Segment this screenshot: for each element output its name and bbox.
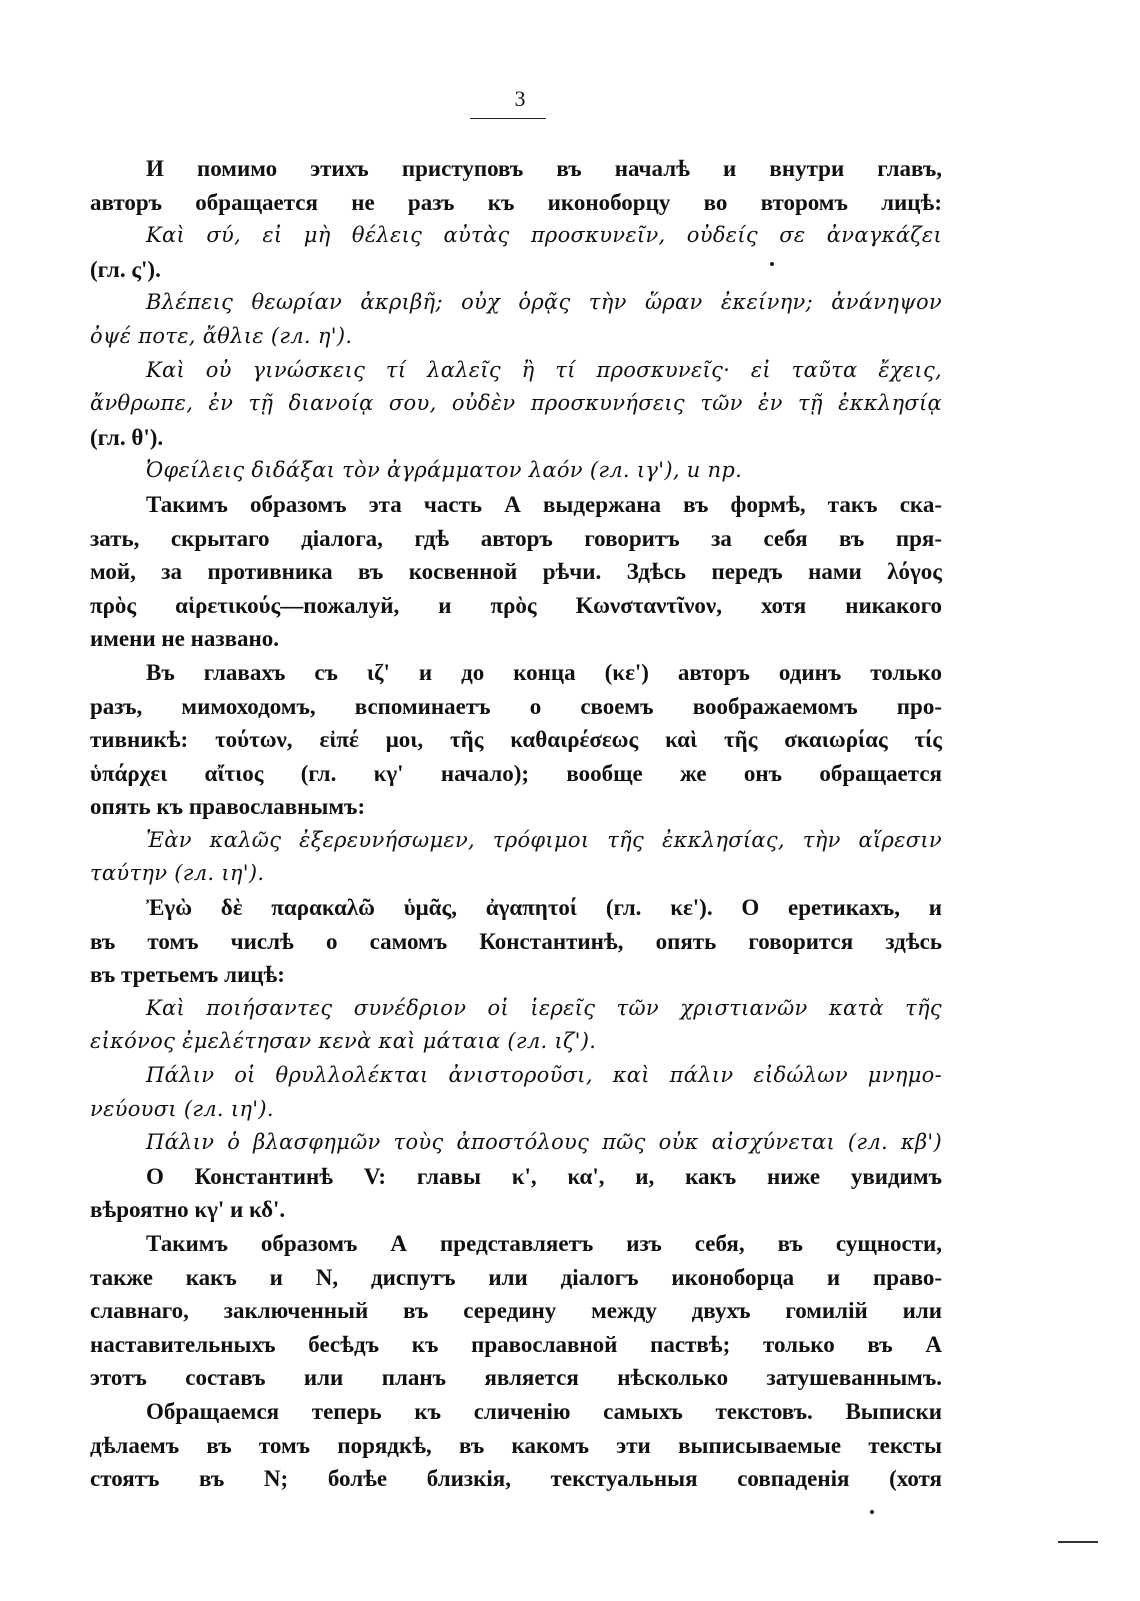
text-line-28: Πάλιν οἱ θρυλλολέκται ἀνιστοροῦσι, καὶ πάλιν εἰδώλων μνημο- [146, 1063, 942, 1088]
margin-dash [1058, 1541, 1098, 1543]
text-line-12: зать, скрытаго діалога, гдѣ авторъ говоритъ за себя въ пря- [90, 525, 942, 551]
text-line-10: Ὀφείλεις διδάξαι τὸν ἀγράμματον λαόν (гл. ιγ'), и пр. [146, 458, 743, 483]
text-line-22: ταύτην (гл. ιη'). [90, 861, 265, 886]
text-line-30: Πάλιν ὁ βλασφημῶν τοὺς ἀποστόλους πῶς οὐκ αἰσχύνεται (гл. κβ') [146, 1130, 942, 1155]
text-line-7: Καὶ οὐ γινώσκεις τί λαλεῖς ἢ τί προσκυνεῖς· εἰ ταῦτα ἔχεις, [146, 357, 942, 382]
text-line-36: наставительныхъ бесѣдъ къ православной паствѣ; только въ А [90, 1331, 942, 1357]
text-line-8: ἄνθρωπε, ἐν τῇ διανοίᾳ σου, οὐδὲν προσκυνήσεις τῶν ἐν τῇ ἐκκλησίᾳ [90, 391, 942, 416]
text-line-18: тивникѣ: τούτων, εἰπέ μοι, τῆς καθαιρέσεως καὶ τῆς σκαιωρίας τίς [90, 727, 942, 753]
text-line-3: Καὶ σύ, εἰ μὴ θέλεις αὐτὰς προσκυνεῖν, οὐδείς σε ἀναγκάζει [146, 223, 942, 248]
page-number-rule [470, 118, 546, 119]
page-number: 3 [514, 86, 526, 111]
text-line-34: также какъ и N, диспутъ или діалогъ иконоборца и право- [90, 1264, 942, 1290]
text-line-33: Такимъ образомъ А представляетъ изъ себя, въ сущности, [146, 1231, 942, 1256]
text-line-5: Βλέπεις θεωρίαν ἀκριβῆ; οὐχ ὁρᾷς τὴν ὥραν ἐκείνην; ἀνάνηψον [146, 290, 942, 315]
text-line-27: εἰκόνος ἐμελέτησαν κενὰ καὶ μάταια (гл. ιζ'). [90, 1029, 597, 1054]
text-line-37: этотъ составъ или планъ является нѣсколько затушеваннымъ. [90, 1365, 942, 1391]
text-line-6: ὀψέ ποτε, ἄθλιε (гл. η'). [90, 323, 353, 348]
text-line-13: мой, за противника въ косвенной рѣчи. Здѣсь передъ нами λόγος [90, 559, 942, 585]
text-line-24: въ томъ числѣ о самомъ Константинѣ, опять говорится здѣсь [90, 928, 942, 954]
text-line-2: авторъ обращается не разъ къ иконоборцу во второмъ лицѣ: [90, 189, 942, 215]
body-text [90, 152, 942, 1496]
text-line-26: Καὶ ποιήσαντες συνέδριον οἱ ἱερεῖς τῶν χριστιανῶν κατὰ τῆς [146, 995, 942, 1020]
text-line-21: Ἐὰν καλῶς ἐξερευνήσωμεν, τρόφιμοι τῆς ἐκκλησίας, τὴν αἵρεσιν [146, 827, 942, 852]
text-line-39: дѣлаемъ въ томъ порядкѣ, въ какомъ эти выписываемые тексты [90, 1432, 942, 1458]
text-line-16: Въ главахъ съ ιζ' и до конца (κε') авторъ одинъ только [146, 659, 942, 685]
text-line-25: въ третьемъ лицѣ: [90, 962, 285, 988]
text-line-11: Такимъ образомъ эта часть А выдержана въ формѣ, такъ ска- [146, 491, 942, 517]
ink-speck [870, 1510, 874, 1514]
text-line-9: (гл. θ'). [90, 424, 164, 450]
text-line-32: вѣроятно κγ' и κδ'. [90, 1197, 286, 1223]
text-line-4: (гл. ς'). [90, 256, 161, 282]
text-line-20: опять къ православнымъ: [90, 794, 366, 820]
text-line-31: О Константинѣ V: главы κ', κα', и, какъ ниже увидимъ [146, 1163, 942, 1189]
text-line-29: νεύουσι (гл. ιη'). [90, 1096, 274, 1121]
text-line-40: стоятъ въ N; болѣе близкія, текстуальныя совпаденія (хотя [90, 1466, 942, 1492]
text-line-35: славнаго, заключенный въ середину между двухъ гомилій или [90, 1298, 942, 1324]
text-line-15: имени не названо. [90, 626, 280, 652]
text-line-1: И помимо этихъ приступовъ въ началѣ и внутри главъ, [146, 156, 942, 181]
ink-speck [770, 262, 774, 266]
text-line-23: Ἐγὼ δὲ παρακαλῶ ὑμᾶς, ἀγαπητοί (гл. κε'). О еретикахъ, и [146, 895, 942, 921]
text-line-14: πρὸς αἱρετικούς—пожалуй, и πρὸς Κωνσταντῖνον, хотя никакого [90, 592, 942, 618]
text-line-38: Обращаемся теперь къ сличенію самыхъ текстовъ. Выписки [146, 1398, 942, 1424]
text-line-19: ὑπάρχει αἴτιος (гл. κγ' начало); вообще же онъ обращается [90, 760, 942, 786]
text-line-17: разъ, мимоходомъ, вспоминаетъ о своемъ воображаемомъ про- [90, 693, 942, 719]
